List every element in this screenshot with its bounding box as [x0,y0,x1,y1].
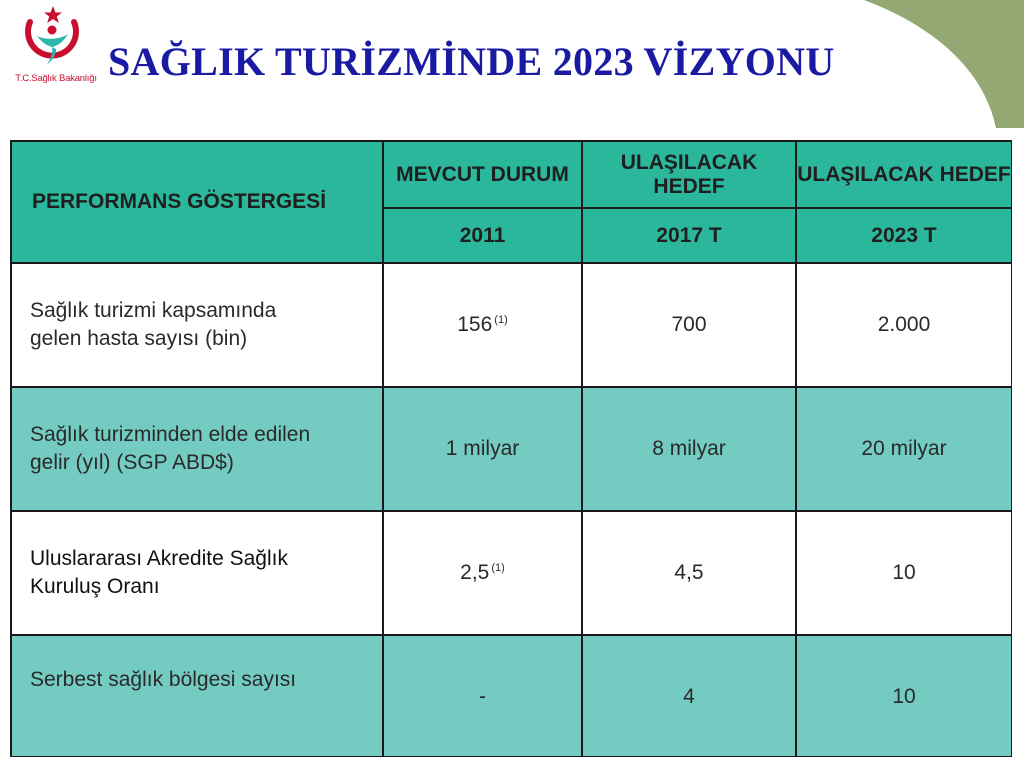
cell-value: 156 [457,313,493,336]
row-label [12,635,383,757]
slide-title: SAĞLIK TURİZMİNDE 2023 VİZYONU [108,39,835,84]
performance-table [12,142,1012,757]
table-row [12,387,1012,511]
row-label-line: gelir (yıl) (SGP ABD$) [30,451,234,474]
header-year-2017: 2017 T [582,208,796,263]
cell-2011 [383,263,582,387]
row-label [12,263,383,387]
row-label-line: Sağlık turizminden elde edilen [30,422,311,446]
corner-decoration [824,0,1024,140]
row-label-line: Uluslararası Akredite Sağlık [30,546,288,570]
footnote-marker: (1) [494,314,508,326]
header-row-groups [12,142,1012,208]
cell-2011 [383,511,582,635]
cell-2011: 1 milyar [383,387,582,511]
cell-value: 2,5 [460,561,490,584]
cell-2023: 2.000 [796,263,1012,387]
footnote-marker: (1) [491,562,505,574]
table-row [12,263,1012,387]
cell-2017: 700 [582,263,796,387]
cell-2023: 10 [796,511,1012,635]
row-label [12,511,383,635]
performance-table-container [10,140,1012,757]
header-indicator: PERFORMANS GÖSTERGESİ [12,142,383,263]
header-year-2011: 2011 [383,208,582,263]
header-year-2023: 2023 T [796,208,1012,263]
cell-2017: 4,5 [582,511,796,635]
cell-2011: - [383,635,582,757]
header-current-status: MEVCUT DURUM [383,142,582,208]
logo-caption: T.C.Sağlık Bakanlığı [15,73,97,84]
ministry-logo [4,4,104,84]
row-label-line: Serbest sağlık bölgesi sayısı [30,668,297,691]
row-label-line: Kuruluş Oranı [30,575,160,598]
cell-2017: 4 [582,635,796,757]
table-row [12,511,1012,635]
cell-2017: 8 milyar [582,387,796,511]
header-target-2017: ULAŞILACAK HEDEF [582,142,796,208]
ministry-emblem-icon [4,4,104,74]
row-label [12,387,383,511]
row-label-line: gelen hasta sayısı (bin) [30,327,248,350]
header-target-2023: ULAŞILACAK HEDEF [796,142,1012,208]
cell-2023: 10 [796,635,1012,757]
cell-2023: 20 milyar [796,387,1012,511]
table-row [12,635,1012,757]
row-label-line: Sağlık turizmi kapsamında [30,298,277,322]
